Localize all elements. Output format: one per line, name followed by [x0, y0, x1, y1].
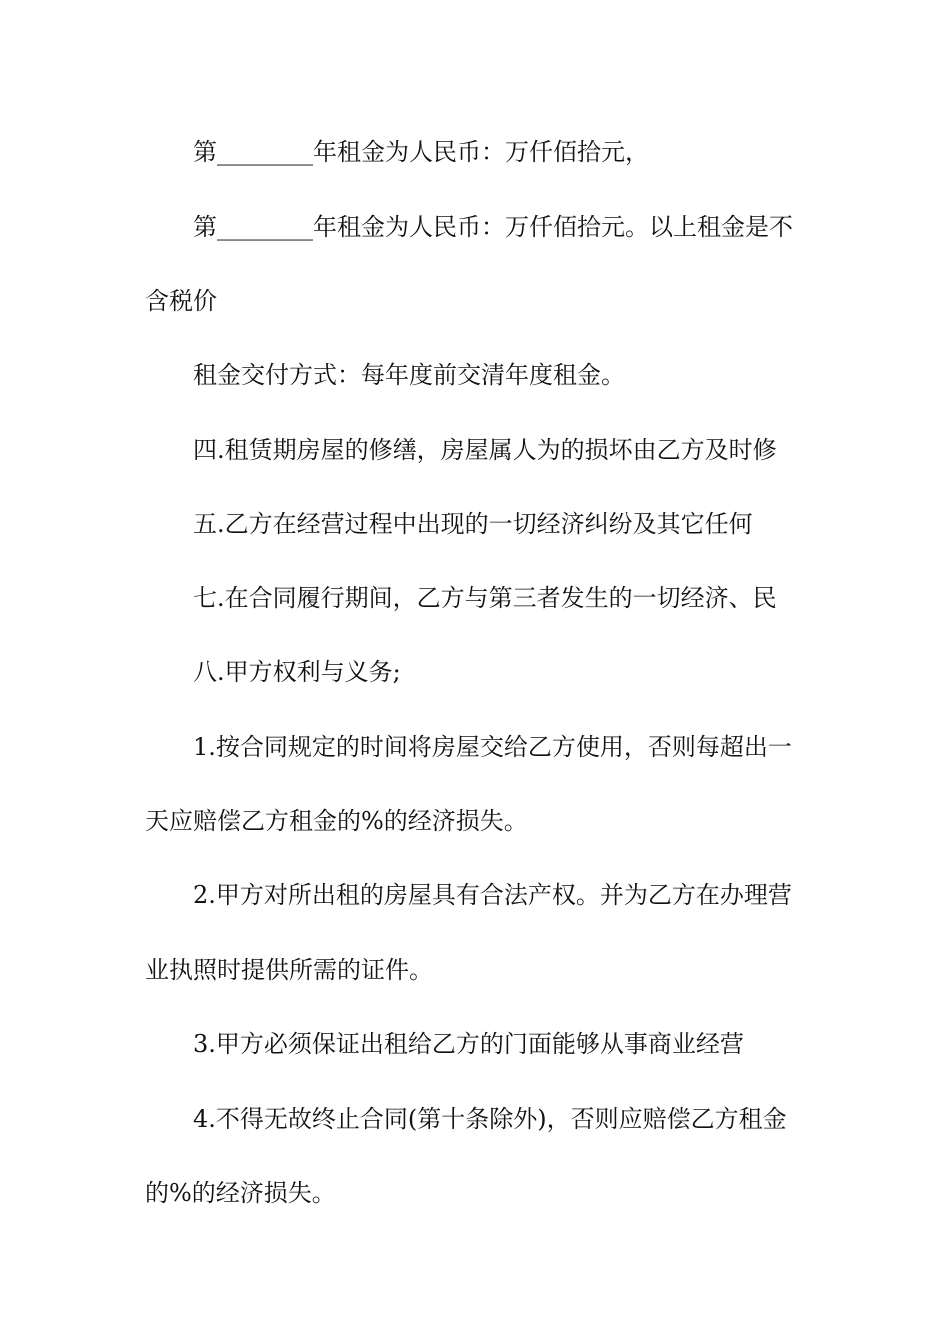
clause-five: 五.乙方在经营过程中出现的一切经济纠纷及其它任何 — [193, 510, 753, 538]
item-four-continued: 的%的经济损失。 — [145, 1179, 336, 1207]
item-one: 1.按合同规定的时间将房屋交给乙方使用，否则每超出一 — [193, 733, 792, 761]
rent-year-line-2-continued: 含税价 — [145, 287, 217, 315]
rent-year-line-1: 第________年租金为人民币：万仟佰拾元， — [193, 138, 649, 166]
item-two: 2.甲方对所出租的房屋具有合法产权。并为乙方在办理营 — [193, 881, 792, 909]
clause-eight-heading: 八.甲方权利与义务; — [193, 658, 401, 686]
rent-year-line-2: 第________年租金为人民币：万仟佰拾元。以上租金是不 — [193, 213, 793, 241]
item-four: 4.不得无故终止合同(第十条除外)，否则应赔偿乙方租金 — [193, 1105, 787, 1133]
clause-seven: 七.在合同履行期间，乙方与第三者发生的一切经济、民 — [193, 584, 777, 612]
clause-four: 四.租赁期房屋的修缮，房屋属人为的损坏由乙方及时修 — [193, 436, 777, 464]
item-one-continued: 天应赔偿乙方租金的%的经济损失。 — [145, 807, 528, 835]
item-three: 3.甲方必须保证出租给乙方的门面能够从事商业经营 — [193, 1030, 744, 1058]
payment-method-line: 租金交付方式：每年度前交清年度租金。 — [193, 361, 625, 389]
item-two-continued: 业执照时提供所需的证件。 — [145, 956, 433, 984]
